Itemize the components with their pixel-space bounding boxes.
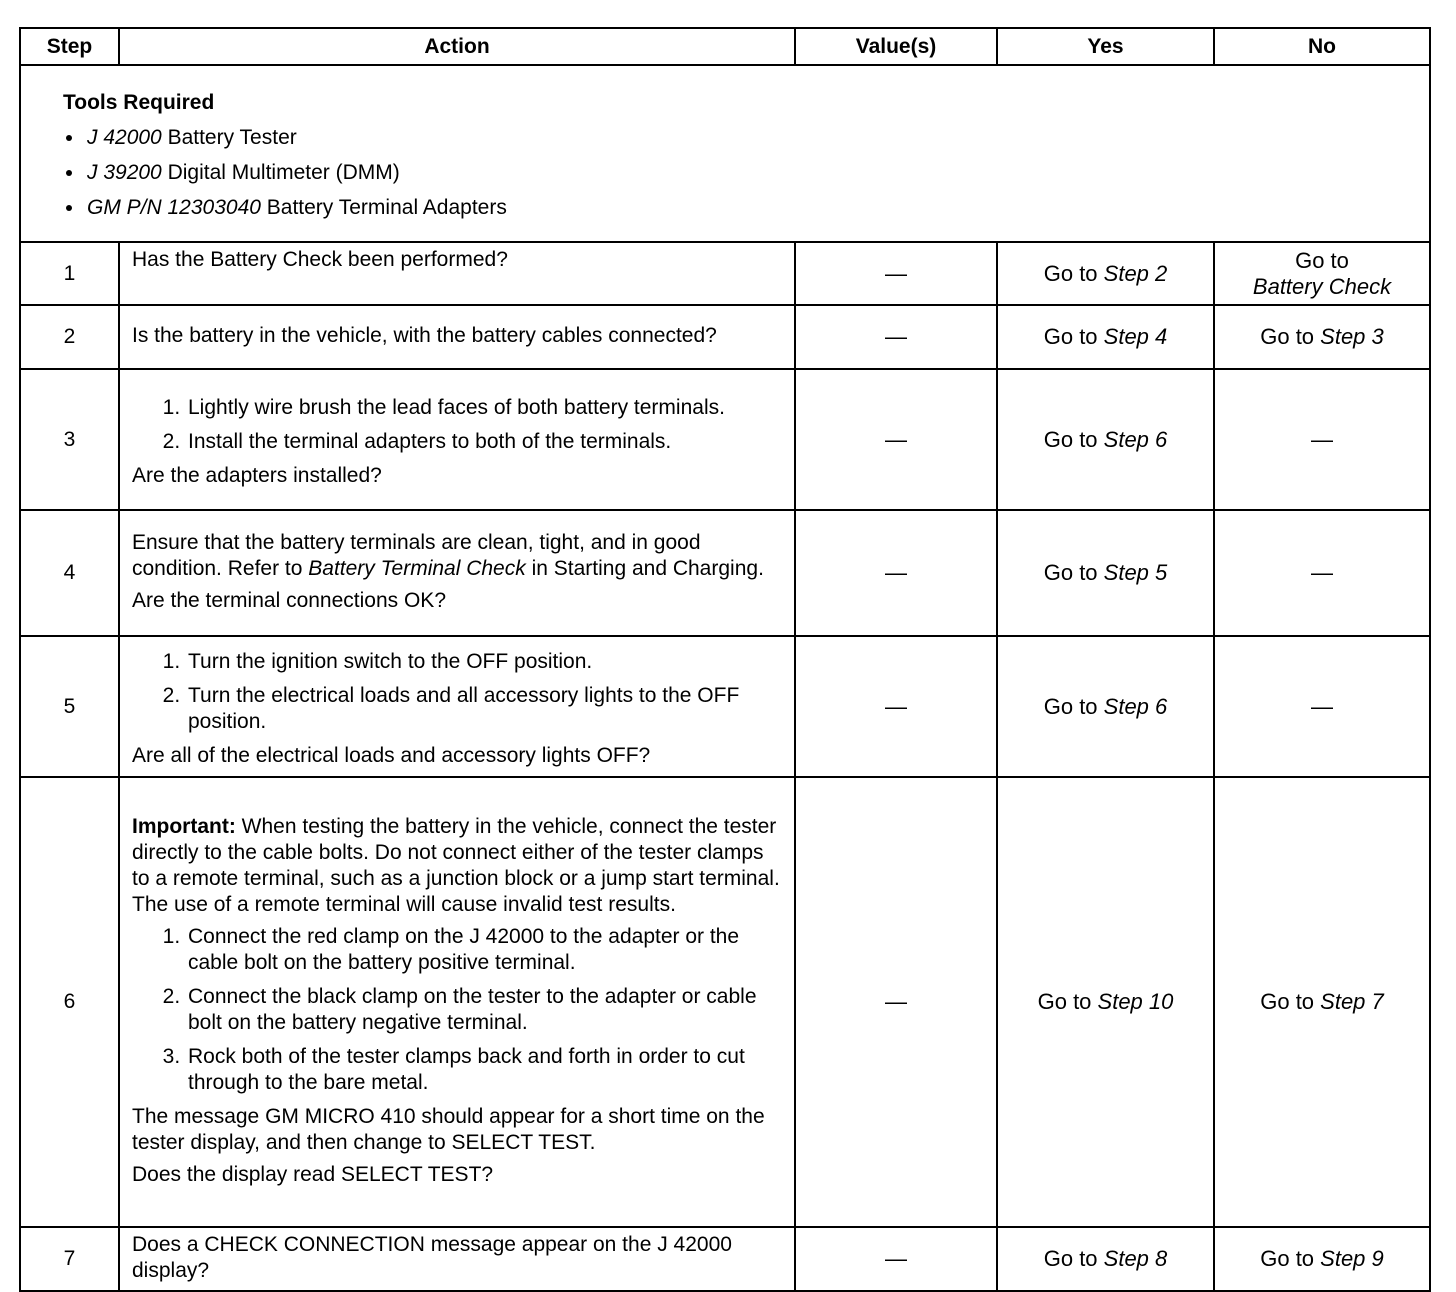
step-number: 1: [20, 242, 119, 305]
reference-link[interactable]: Battery Terminal Check: [308, 557, 526, 580]
yes-cell: [997, 369, 1214, 510]
yes-prefix: Go to: [1043, 324, 1104, 349]
action-text: Is the battery in the vehicle, with the battery cables connected?: [119, 305, 795, 369]
yes-cell: [997, 1227, 1214, 1291]
action-cell: [119, 777, 795, 1227]
no-cell: [1214, 777, 1430, 1227]
yes-cell: [997, 510, 1214, 636]
step-number: 6: [20, 777, 119, 1227]
value-cell: —: [795, 777, 997, 1227]
procedure-step: 1. Lightly wire brush the lead faces of both battery terminals.: [186, 395, 784, 421]
table-row: [20, 305, 1430, 369]
no-step-link[interactable]: Step 9: [1320, 1246, 1384, 1271]
yes-step-link[interactable]: Step 6: [1103, 426, 1168, 452]
step-number: 3: [20, 369, 119, 510]
yes-prefix: Go to: [1043, 693, 1104, 719]
tool-item: [85, 120, 1429, 155]
procedure-step: 2. Install the terminal adapters to both of the terminals.: [186, 429, 784, 455]
value-cell: —: [795, 305, 997, 369]
yes-step-link[interactable]: Step 2: [1103, 260, 1168, 286]
important-label: Important:: [132, 815, 236, 838]
table-row: [20, 242, 1430, 305]
yes-prefix: Go to: [1037, 989, 1098, 1014]
step-number: 7: [20, 1227, 119, 1291]
no-cell: —: [1214, 369, 1430, 510]
header-step: Step: [20, 28, 119, 65]
header-no: No: [1214, 28, 1430, 65]
procedure-step: 1. Connect the red clamp on the J 42000 to the adapter or the cable bolt on the battery positive terminal.: [186, 924, 784, 976]
yes-prefix: Go to: [1043, 560, 1104, 585]
table-row: [20, 369, 1430, 510]
header-row: [20, 28, 1430, 65]
no-prefix: Go to: [1260, 1246, 1321, 1271]
step-number: 2: [20, 305, 119, 369]
tool-code: J 42000: [87, 125, 162, 149]
procedure-list: [132, 649, 784, 735]
yes-prefix: Go to: [1043, 426, 1104, 452]
no-cell: [1214, 305, 1430, 369]
yes-prefix: Go to: [1043, 260, 1104, 286]
tool-item: [85, 190, 1429, 225]
yes-step-link[interactable]: Step 8: [1103, 1246, 1168, 1271]
procedure-step: 3. Rock both of the tester clamps back and forth in order to cut through to the bare metal.: [186, 1044, 784, 1096]
no-prefix: Go to: [1260, 324, 1321, 349]
question-text: Are the adapters installed?: [132, 463, 382, 487]
action-text: Has the Battery Check been performed?: [119, 242, 795, 305]
procedure-step: 1. Turn the ignition switch to the OFF position.: [186, 649, 784, 675]
value-cell: —: [795, 369, 997, 510]
procedure-step: 2. Turn the electrical loads and all accessory lights to the OFF position.: [186, 683, 784, 735]
no-cell: —: [1214, 510, 1430, 636]
tool-code: GM P/N 12303040: [87, 195, 261, 219]
action-cell: [119, 636, 795, 777]
important-note: [132, 814, 784, 918]
yes-step-link[interactable]: Step 6: [1103, 693, 1168, 719]
header-yes: Yes: [997, 28, 1214, 65]
action-instruction: [132, 530, 784, 582]
table-row: [20, 636, 1430, 777]
instruction-text: Ensure that the battery terminals are clean, tight, and in good condition. Refer to: [132, 531, 701, 580]
no-step-link[interactable]: Battery Check: [1252, 273, 1392, 299]
procedure-list: [132, 395, 784, 455]
no-cell: [1214, 1227, 1430, 1291]
question-text: Are all of the electrical loads and accessory lights OFF?: [132, 743, 651, 767]
yes-step-link[interactable]: Step 5: [1103, 560, 1168, 585]
value-cell: —: [795, 510, 997, 636]
question-text: Does the display read SELECT TEST?: [132, 1163, 494, 1186]
no-step-link[interactable]: Step 3: [1320, 324, 1384, 349]
tool-desc: Battery Terminal Adapters: [260, 195, 507, 219]
procedure-list: [132, 924, 784, 1096]
action-text: Does a CHECK CONNECTION message appear on the J 42000 display?: [119, 1227, 795, 1291]
important-text: When testing the battery in the vehicle, connect the tester directly to the cable bolts. Do not connect either of the tester clamps to a remote terminal, such as a junction block or a jump start terminal. The use of a remote terminal will cause invalid test results.: [132, 815, 780, 916]
battery-diagnostic-table: [19, 27, 1431, 1292]
table-row: [20, 777, 1430, 1227]
tool-item: [85, 155, 1429, 190]
yes-prefix: Go to: [1043, 1246, 1104, 1271]
action-cell: [119, 369, 795, 510]
instruction-text: in Starting and Charging.: [525, 557, 764, 580]
note-text: The message GM MICRO 410 should appear for a short time on the tester display, and then change to SELECT TEST.: [132, 1105, 765, 1154]
header-action: Action: [119, 28, 795, 65]
tools-row: [20, 65, 1430, 242]
yes-cell: [997, 242, 1214, 305]
table-row: [20, 1227, 1430, 1291]
no-prefix: Go to: [1260, 989, 1321, 1014]
procedure-step: 2. Connect the black clamp on the tester to the adapter or cable bolt on the battery negative terminal.: [186, 984, 784, 1036]
no-cell: [1214, 242, 1430, 305]
yes-cell: [997, 636, 1214, 777]
value-cell: —: [795, 636, 997, 777]
value-cell: —: [795, 242, 997, 305]
step-number: 4: [20, 510, 119, 636]
no-prefix: Go to: [1295, 247, 1349, 273]
yes-step-link[interactable]: Step 4: [1103, 324, 1168, 349]
no-cell: —: [1214, 636, 1430, 777]
step-number: 5: [20, 636, 119, 777]
tools-required: [20, 65, 1430, 242]
tools-title: Tools Required: [63, 90, 215, 114]
tool-desc: Digital Multimeter (DMM): [161, 160, 400, 184]
yes-step-link[interactable]: Step 10: [1097, 989, 1174, 1014]
table-row: [20, 510, 1430, 636]
question-text: Are the terminal connections OK?: [132, 589, 446, 612]
yes-cell: [997, 777, 1214, 1227]
no-step-link[interactable]: Step 7: [1320, 989, 1384, 1014]
action-cell: [119, 510, 795, 636]
tool-desc: Battery Tester: [161, 125, 297, 149]
value-cell: —: [795, 1227, 997, 1291]
tool-code: J 39200: [87, 160, 162, 184]
header-values: Value(s): [795, 28, 997, 65]
yes-cell: [997, 305, 1214, 369]
